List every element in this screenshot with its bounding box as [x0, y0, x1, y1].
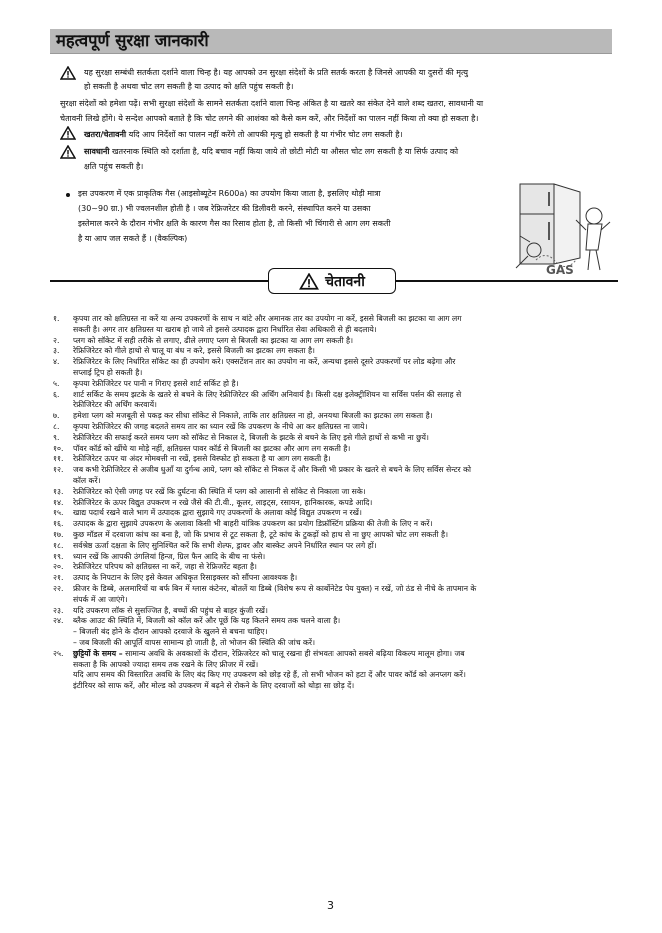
warning-item-line [50, 670, 618, 681]
warning-item-text: रेफ्रीजिरेटर की सफाई करते समय प्लग को सॉकेट से निकाल दे, बिजली के झटके से बचने के लिए इसे गीले हाथों से कभी ना छुयें। [73, 432, 429, 442]
warning-item-line [50, 562, 618, 573]
gas-text: GAS [546, 263, 574, 277]
warning-item-line [50, 552, 618, 563]
warning-item-line [50, 519, 618, 530]
warning-item-line [50, 508, 618, 519]
warning-item-number: २१. [53, 573, 64, 583]
warning-item-line [50, 649, 618, 660]
gas-note-line-2: (30~90 ग्रा.) भी ज्वलनशील होती है । जब रेफ्रिजरेटर की डिलीवरी करने, संस्थापित करने या उसका [78, 204, 371, 213]
warning-item-number: ११. [53, 454, 64, 464]
warning-item-number: २३. [53, 605, 64, 615]
warning-triangle-icon [299, 273, 319, 290]
warning-item-text: रेफ्रीजिरेटर की अर्थिंग करवायें। [73, 400, 157, 410]
warning-item-line [50, 314, 618, 325]
warning-item-line [50, 465, 618, 476]
warning-item-text: पॉवर कॉर्ड को खींचे या मोड़े नहीं, क्षतिग्रस्त पावर कॉर्ड से बिजली का झटका और आग लग सकती है। [73, 443, 351, 453]
warning-triangle-icon [60, 126, 76, 140]
warning-item-line [50, 638, 618, 649]
caution-label: सावधानी [84, 147, 110, 156]
warning-item-number: १३. [53, 486, 64, 496]
warning-item-text: रेफ्रिजिरेटर के लिए निर्धारित सॉकेट का ही उपयोग करे। एक्सटेंशन तार का उपयोग ना करें, अन्यथा इससे दूसरे उपकरणों पर लोड बढ़ेगा और [73, 357, 456, 367]
warning-item-text: सकता है कि आपको ज्यादा समय तक रखने के लिए फ्रीजर में रखें। [73, 659, 259, 669]
gas-leak-illustration [506, 180, 614, 278]
warning-item-line [50, 346, 618, 357]
warning-item-line [50, 595, 618, 606]
warning-item-line [50, 379, 618, 390]
warning-item-line [50, 368, 618, 379]
warning-item-text: जब कभी रेफ्रीजिरेटर से अजीब धुआँ या दुर्गन्ध आये, प्लग को सॉकेट से निकल दें और किसी भी प्रकार के खतरे से बचने के लिए सर्विस सेन्टर को [73, 465, 471, 475]
warning-item-number: ९. [53, 432, 60, 442]
warning-item-number: ३. [53, 346, 60, 356]
warning-item-number [50, 670, 73, 681]
warning-item-number: १८. [53, 540, 64, 550]
warning-item-line [50, 357, 618, 368]
gas-note-line-4: है या आप जल सकते हैं । (वैकल्पिक) [78, 234, 188, 243]
warning-item-number [50, 368, 73, 379]
warning-item-line [50, 616, 618, 627]
caution-definition-line-2: क्षति पहुंच सकती है। [84, 162, 144, 171]
warning-item-line [50, 487, 618, 498]
warning-item-line [50, 411, 618, 422]
warning-item-line [50, 400, 618, 411]
intro-paragraph-line-2: चेतावनी लिखे होंगे। ये सन्देश आपको बताते है कि चोट लगने की आशंका को कैसे कम करें, और निर्देशों का पालन नहीं किया तो क्या हो सकता है। [60, 114, 479, 123]
warning-item-text: यदि उपकरण लॉक से सुसज्जित है, बच्चों की पहुंच से बाहर कुंजी रखें। [73, 605, 268, 615]
warning-item-line [50, 422, 618, 433]
warning-item-text: कॉल करें। [73, 475, 101, 485]
warning-item-line [50, 606, 618, 617]
warning-item-text: सामान्य अवधि के अवकाशों के दौरान, रेफ्रिजरेटर को चालू रखना ही संभवतः आपको सबसे बढ़िया विकल्प मालूम होगा। जब [122, 648, 465, 658]
warning-item-text: सर्वश्रेष्ठ ऊर्जा दक्षता के लिए सुनिश्चित करें कि सभी शेल्फ, ड्रावर और बास्केट अपने निर्धारित स्थान पर लगे हों। [73, 540, 377, 550]
warning-item-text: उत्पादक के द्वारा सुझाये उपकरण के अलावा किसी भी बाहरी यांत्रिक उपकरण का प्रयोग डिफ्रॉस्टिंग प्रक्रिया की तेजी के लिए न करें। [73, 519, 433, 529]
warning-item-number [50, 660, 73, 671]
warning-item-number: १२. [53, 465, 64, 475]
warning-item-line [50, 390, 618, 401]
warning-item-text: रेफ्रीजिरेटर को ऐसी जगह पर रखें कि दुर्घटना की स्थिति में प्लग को आसानी से सॉकेट से निकाला जा सके। [73, 486, 366, 496]
page-number: 3 [327, 899, 334, 912]
warning-item-line [50, 584, 618, 595]
banner-rule-right [396, 280, 618, 282]
warning-item-text: सप्लाई ट्रिप हो सकती है। [73, 367, 143, 377]
caution-definition [84, 145, 458, 158]
warning-item-text: कृपया तार को क्षतिग्रस्त ना करें या अन्य उपकरणों के साथ न बांटे और अमानक तार का उपयोग ना करें, इससे बिजली का झटका या आग लग [73, 314, 462, 323]
warning-item-number: ४. [53, 357, 60, 367]
warning-item-line [50, 476, 618, 487]
warning-item-line [50, 433, 618, 444]
caution-text: खतरनाक स्थिति को दर्शाता है, यदि बचाव नहीं किया जाये तो छोटी मोटी या औसत चोट लग सकती है या सिर्फ उत्पाद को [109, 147, 459, 156]
warning-item-text: हमेशा प्लग को मजबूती से पकड़ कर सीधा सॉकेट से निकाले, ताकि तार क्षतिग्रस्त ना हो, अनयथा बिजली का झटका लग सकता है। [73, 411, 433, 421]
warnings-list [50, 314, 618, 692]
warning-item-text: फ्रीजर के डिब्बे, अलमारियों या बर्फ बिन में ग्लास कंटेनर, बोतलें या डिब्बे (विशेष रूप से कार्बोनेटेड पेय युक्त) न रखें, जो ठंड से नीचे के तापमान के [73, 583, 477, 593]
warning-item-line [50, 660, 618, 671]
warning-definition [84, 128, 403, 141]
gas-note-line-1: इस उपकरण में एक प्राकृतिक गैस (आइसोब्यूटेन R600a) का उपयोग किया जाता है, इसलिए थोड़ी मात्रा [78, 189, 381, 198]
symbol-description-line-1: यह सुरक्षा सम्बंधी सतर्कता दर्शाने वाला चिन्ह है। यह आपको उन सुरक्षा संदेशों के प्रति सतर्क करता है जिनसे आपकी या दुसरों की मृत्यु [84, 68, 468, 77]
warning-item-number: २०. [53, 562, 64, 572]
warning-item-number: २. [53, 335, 60, 345]
warning-item-line [50, 627, 618, 638]
banner-label: चेतावनी [325, 273, 365, 290]
warning-item-text: कुछ मॉडल में दरवाजा कांच का बना है, जो कि प्रभाव से टूट सकता है, टूटे कांच के टुकड़ों को हाथ से ना छुए आपको चोट लग सकती है। [73, 529, 448, 539]
warning-item-text: प्लग को सॉकेट में सही तरीके से लगाए, ढीले लगाए प्लग से बिजली का झटका या आग लग सकती है। [73, 335, 354, 345]
warning-item-number: १०. [53, 443, 64, 453]
warning-item-number [50, 627, 73, 638]
banner-rule-left [50, 280, 268, 282]
warning-item-number: ८. [53, 421, 60, 431]
page-title: महत्वपूर्ण सुरक्षा जानकारी [56, 31, 209, 50]
warning-item-text: इंटीरियर को साफ करें, और मोल्ड को उपकरण में बढ़ने से रोकने के लिए दरवाजों को थोड़ा सा छोड़ दें। [73, 681, 355, 691]
warning-item-number: २५. [53, 648, 64, 658]
warning-item-text: कृपया रेफ्रीजिरेटर की जगह बदलते समय तार का ध्यान रखें कि उपकरण के नीचे आ कर क्षतिग्रस्त ना जाये। [73, 421, 368, 431]
warning-item-number: १. [53, 314, 60, 323]
warning-item-line [50, 498, 618, 509]
warning-item-text: रेफ्रीजिरेटर के ऊपर विद्युत उपकरण न रखे जैसे की टी.वी., कूलर, लाइट्स, रसायन, हानिकारक, कपडे आदि। [73, 497, 373, 507]
warning-item-text: यदि आप समय की विस्तारित अवधि के लिए बंद किए गए उपकरण को छोड़ रहे हैं, तो सभी भोजन को हटा दें और पावर कॉर्ड को अनप्लग करें। [73, 670, 466, 680]
warning-item-line [50, 541, 618, 552]
warning-item-line [50, 454, 618, 465]
warning-item-number: ७. [53, 411, 60, 421]
warning-item-number [50, 595, 73, 606]
warning-item-text: कृपया रेफ्रीजिरेटर पर पानी न गिराए इससे शार्ट सर्किट हो है। [73, 378, 239, 388]
warning-item-number: १४. [53, 497, 64, 507]
warning-item-text: खाद्य पदार्थ रखने वाले भाग में उत्पादक द्वारा सुझाये गए उपकरणों के अलावा कोई विद्युत उपकरण न रखें। [73, 508, 362, 518]
warning-item-number: २२. [53, 583, 64, 593]
warning-item-number: १५. [53, 508, 64, 518]
warning-item-line [50, 325, 618, 336]
warning-item-line [50, 336, 618, 347]
warning-item-number [50, 400, 73, 411]
warning-item-number: १७. [53, 529, 64, 539]
warning-item-text: ब्लैक आउट की स्थिति में, बिजली को कॉल करें और पूछें कि यह कितने समय तक चलने वाला है। [73, 616, 341, 626]
warning-item-number [50, 325, 73, 336]
warning-label: खतरा/चेतावनी [84, 130, 127, 139]
warning-triangle-icon [60, 145, 76, 159]
warning-item-number [50, 681, 73, 692]
warning-item-number: ५. [53, 378, 60, 388]
warning-item-text: रेफ्रीजिरेटर परिपथ को क्षतिग्रस्त ना करें, जहा से रेफ्रिजरेंट बहता है। [73, 562, 257, 572]
warning-item-text: सकती है। अगर तार क्षतिग्रस्त या खराब हो जाये तो इससे उत्पादक द्वारा निर्धारित सेवा अधिकारी से ही बदलाये। [73, 324, 377, 334]
warning-item-text: संपर्क में आ जाएंगे। [73, 594, 128, 604]
intro-paragraph-line-1: सुरक्षा संदेशों को हमेशा पढ़ें। सभी सुरक्षा संदेशों के सामने सतर्कता दर्शाने वाला चिन्ह अंकित है या खतरे का संकेत देने वाले शब्द खतरा, सावधानी या [60, 99, 484, 108]
warning-banner [268, 268, 396, 294]
warning-triangle-icon [60, 66, 76, 80]
warning-item-line [50, 681, 618, 692]
warning-item-number: ६. [53, 389, 60, 399]
warning-item-heading: छुट्टियों के समय – [73, 648, 123, 658]
warning-item-text: उत्पाद के निपटान के लिए इसे केवल अधिकृत रिसाइक्लर को सौंपना आवश्यक है। [73, 573, 298, 583]
warning-item-text: – जब बिजली की आपूर्ति वापस सामान्य हो जाती है, तो भोजन की स्थिति की जांच करें। [73, 637, 315, 647]
warning-item-text: – बिजली बंद होने के दौरान आपको दरवाजे के खुलने से बचना चाहिए। [73, 627, 268, 637]
warning-item-text: ध्यान रखें कि आपकी उंगलियां हिन्ज, ग्रिल फैन आदि के बीच ना फंसे। [73, 551, 266, 561]
warning-item-number: २४. [53, 616, 64, 626]
warning-item-line [50, 444, 618, 455]
symbol-description-line-2: हो सकती है अथवा चोट लग सकती है या उत्पाद को क्षति पहुंच सकती है। [84, 82, 294, 91]
section-title-bar [50, 29, 612, 54]
warning-item-line [50, 573, 618, 584]
warning-item-number [50, 638, 73, 649]
gas-note-line-3: इस्तेमाल करने के दौरान गंभीर क्षति के कारण गैस का रिसाव होता है, तो किसी भी चिंगारी से आग लग सकती [78, 219, 391, 228]
warning-item-text: रेफ्रिजिरेटर को गीले हाथो से चालू या बंध न करे, इससे बिजली का झटका लग सकता है। [73, 346, 315, 356]
warning-item-text: शार्ट सर्किट के समय झटके के खतरे से बचने के लिए रेफ्रीजिरेटर की अर्थिंग अनिवार्य है। किसी दक्ष इलेक्ट्रीशियन या सर्विस पर्सन की सलाह से [73, 389, 462, 399]
warning-item-line [50, 530, 618, 541]
warning-item-number: १६. [53, 519, 64, 529]
warning-item-number [50, 476, 73, 487]
warning-item-text: रेफ्रीजिरेटर ऊपर या अंदर मोमबत्ती ना रखें, इससे विस्फोट हो सकता है या आग लग सकती है। [73, 454, 331, 464]
warning-item-number: १९. [53, 551, 64, 561]
warning-text: यदि आप निर्देशों का पालन नहीं करेंगे तो आपकी मृत्यु हो सकती है या गंभीर चोट लग सकती है। [126, 130, 403, 139]
bullet-point [66, 193, 70, 197]
